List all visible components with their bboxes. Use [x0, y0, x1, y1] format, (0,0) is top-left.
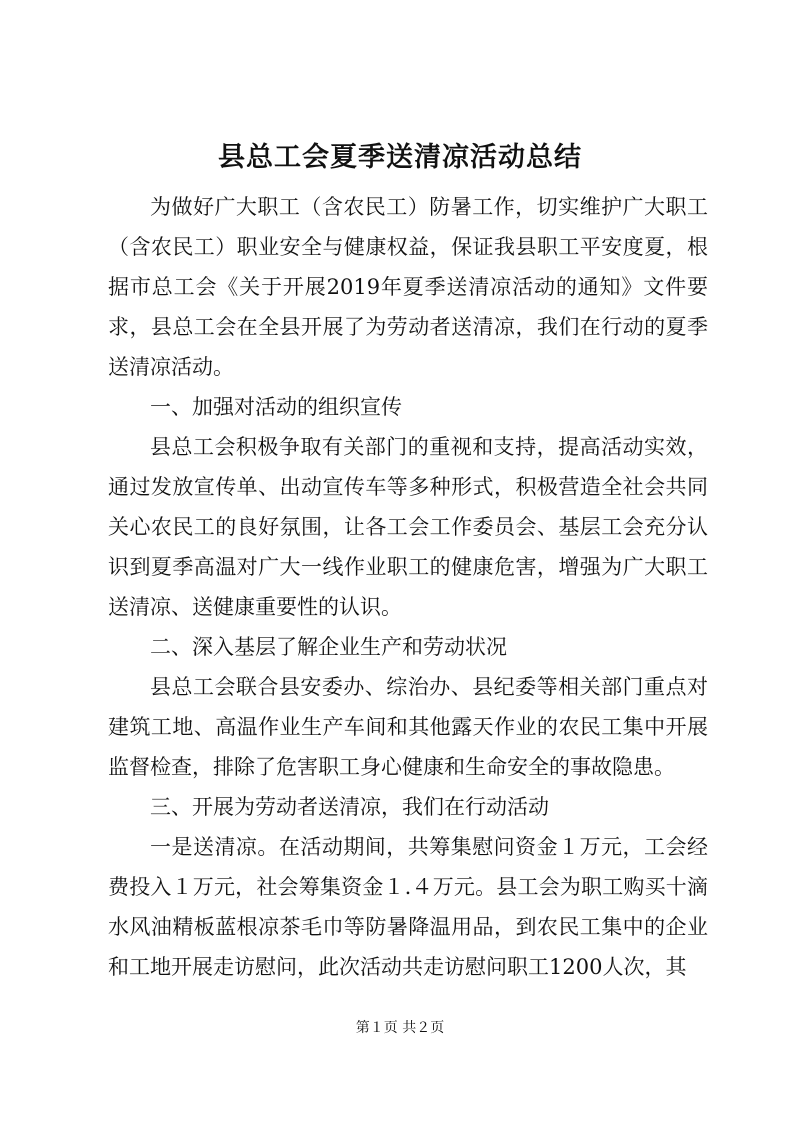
intro-paragraph: 为做好广大职工（含农民工）防暑工作，切实维护广大职工（含农民工）职业安全与健康权益，保证我县职工平安度夏，根据市总工会《关于开展2019年夏季送清凉活动的通知》文件要求，县总工会在全县开展了为劳动者送清凉，我们在行动的夏季送清凉活动。 [108, 195, 708, 379]
document-title: 县总工会夏季送清凉活动总结 [218, 142, 582, 173]
section-heading-2: 二、深入基层了解企业生产和劳动状况 [150, 635, 507, 659]
section-paragraph-3: 一是送清凉。在活动期间，共筹集慰问资金１万元，工会经费投入１万元，社会筹集资金１.４万元。县工会为职工购买十滴水风油精板蓝根凉茶毛巾等防暑降温用品，到农民工集中的企业和工地开展走访慰问，此次活动共走访慰问职工1200人次，其 [108, 835, 708, 979]
page-number-footer: 第１页 共２页 [355, 1020, 445, 1036]
section-paragraph-1: 县总工会积极争取有关部门的重视和支持，提高活动实效，通过发放宣传单、出动宣传车等多种形式，积极营造全社会共同关心农民工的良好氛围，让各工会工作委员会、基层工会充分认识到夏季高温对广大一线作业职工的健康危害，增强为广大职工送清凉、送健康重要性的认识。 [108, 435, 708, 619]
section-heading-1: 一、加强对活动的组织宣传 [150, 395, 402, 419]
section-heading-3: 三、开展为劳动者送清凉，我们在行动活动 [150, 795, 549, 819]
document-body [108, 187, 708, 987]
section-paragraph-2: 县总工会联合县安委办、综治办、县纪委等相关部门重点对建筑工地、高温作业生产车间和其他露天作业的农民工集中开展监督检查，排除了危害职工身心健康和生命安全的事故隐患。 [108, 675, 708, 779]
